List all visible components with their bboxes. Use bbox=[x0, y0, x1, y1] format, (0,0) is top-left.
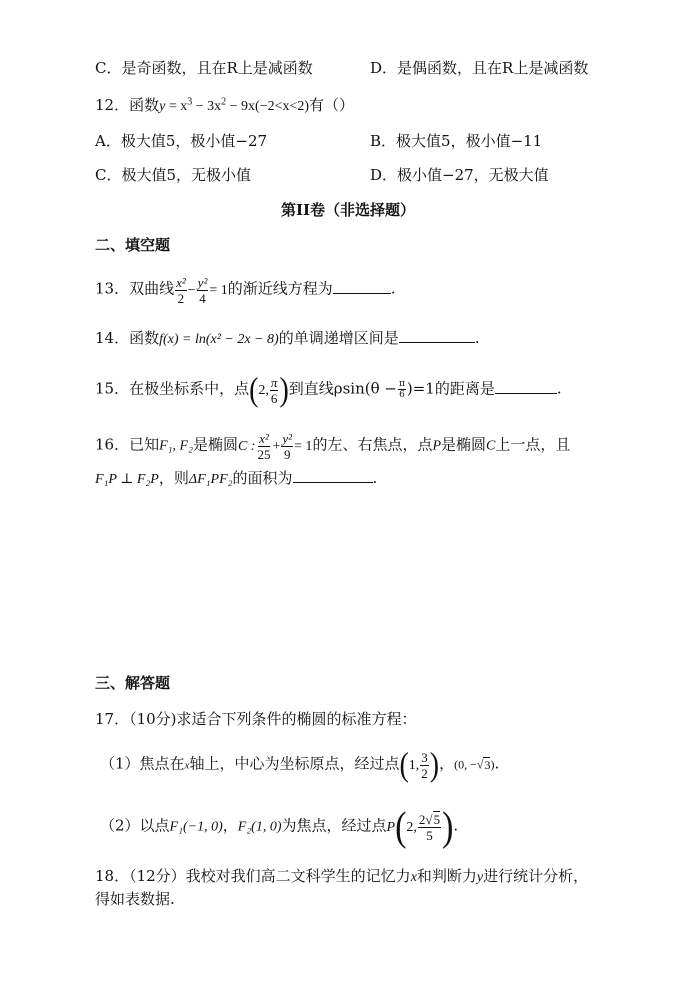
q17-title: 17．（10分)求适合下列条件的椭圆的标准方程： bbox=[95, 710, 417, 728]
q14-prefix: 14．函数 bbox=[95, 329, 160, 347]
q17-focus2: F₂(1, 0) bbox=[237, 819, 282, 835]
q17-part2: （2）以点F₁(−1, 0)，F₂(1, 0)为焦点，经过点P(2, $\frac{2√5}{5}$ ). bbox=[100, 804, 459, 850]
q14-answer-blank[interactable] bbox=[399, 328, 475, 343]
q16-ellipse: C : $\frac{\text{x²}}{25}$ + $\frac{\text{y²}}{9}$ = 1 bbox=[237, 431, 313, 462]
q12-stem bbox=[95, 94, 354, 118]
section-solve-heading: 三、解答题 bbox=[95, 674, 171, 692]
q16-triangle: ΔF₁PF₂ bbox=[188, 472, 233, 487]
q13-answer-blank[interactable] bbox=[333, 279, 391, 294]
q15-point: (2, $\frac{\pi}{6}$ ) bbox=[249, 371, 289, 409]
q16-condition: F₁P ⊥ F₂P bbox=[95, 472, 159, 487]
q17-part1: （1）焦点在x轴上，中心为坐标原点，经过点(1, $\frac{3}{2}$ )，(0, −√3). bbox=[100, 746, 500, 784]
q17-point1: (1, $\frac{3}{2}$ ) bbox=[399, 746, 440, 784]
q13: 13．双曲线 $\frac{\text{x²}}{2}$ − $\frac{\text{y²}}{4}$ = 1的渐近线方程为 . bbox=[95, 275, 396, 306]
q18-line2: 得如表数据. bbox=[95, 890, 175, 908]
q14-function: f(x) = ln(x² − 2x − 8) bbox=[159, 332, 279, 347]
q12-option-d: D．极小值−27，无极大值 bbox=[370, 166, 549, 184]
q15-answer-blank[interactable] bbox=[495, 379, 557, 394]
q13-suffix: 的渐近线方程为 bbox=[227, 279, 333, 298]
q17-point2: (0, −√3) bbox=[454, 757, 495, 772]
q13-prefix: 13．双曲线 bbox=[95, 279, 175, 298]
section-2-title: 第II卷（非选择题） bbox=[280, 201, 416, 219]
q12-option-c: C．极大值5，无极小值 bbox=[95, 166, 252, 184]
q15-line-eq: 到直线ρsin(θ − bbox=[288, 379, 397, 398]
q14-suffix: 的单调递增区间是 bbox=[278, 329, 399, 347]
q12-option-b: B．极大值5，极小值−11 bbox=[370, 132, 543, 150]
q11-option-c: C．是奇函数，且在R上是减函数 bbox=[95, 59, 313, 77]
q14: 14．函数f(x) = ln(x² − 2x − 8)的单调递增区间是 . bbox=[95, 329, 480, 347]
q15: 15．在极坐标系中，点(2, $\frac{\pi}{6}$ )到直线ρsin(θ − $\frac{\pi}{6}$ )=1的距离是 . bbox=[95, 371, 562, 409]
q16-line1: 16．已知F₁, F₂是椭圆C : $\frac{\text{x²}}{25}$ + $\frac{\text{y²}}{9}$ = 1的左、右焦点，点P是椭圆C上一点，且 bbox=[95, 431, 571, 462]
q11-option-d: D．是偶函数，且在R上是减函数 bbox=[370, 59, 589, 77]
q16-foci: F₁, F₂ bbox=[159, 438, 193, 454]
q12-option-a: A．极大值5，极小值−27 bbox=[95, 132, 268, 150]
q12-suffix: 有（） bbox=[309, 96, 355, 114]
q12-prefix: 12．函数 bbox=[95, 96, 160, 114]
q12-function: $y = x^3 - 3x^2 - 9x(-2<x<2)$ bbox=[159, 96, 310, 114]
section-fill-heading: 二、填空题 bbox=[95, 236, 171, 254]
q16-prefix: 16．已知 bbox=[95, 435, 160, 454]
q15-prefix: 15．在极坐标系中，点 bbox=[95, 379, 250, 398]
q16-answer-blank[interactable] bbox=[293, 468, 373, 483]
q17-focus1: F₁(−1, 0) bbox=[169, 819, 223, 835]
q18-line1: 18．（12分）我校对我们高二文科学生的记忆力x和判断力y进行统计分析， bbox=[95, 867, 589, 885]
q17-point-p: P(2, $\frac{2√5}{5}$ ) bbox=[386, 804, 454, 850]
q16-line2: F₁P ⊥ F₂P，则ΔF₁PF₂的面积为 . bbox=[95, 469, 378, 487]
q13-equation: $\frac{\text{x²}}{2}$ − $\frac{\text{y²}}{4}$ = 1 bbox=[176, 275, 228, 306]
